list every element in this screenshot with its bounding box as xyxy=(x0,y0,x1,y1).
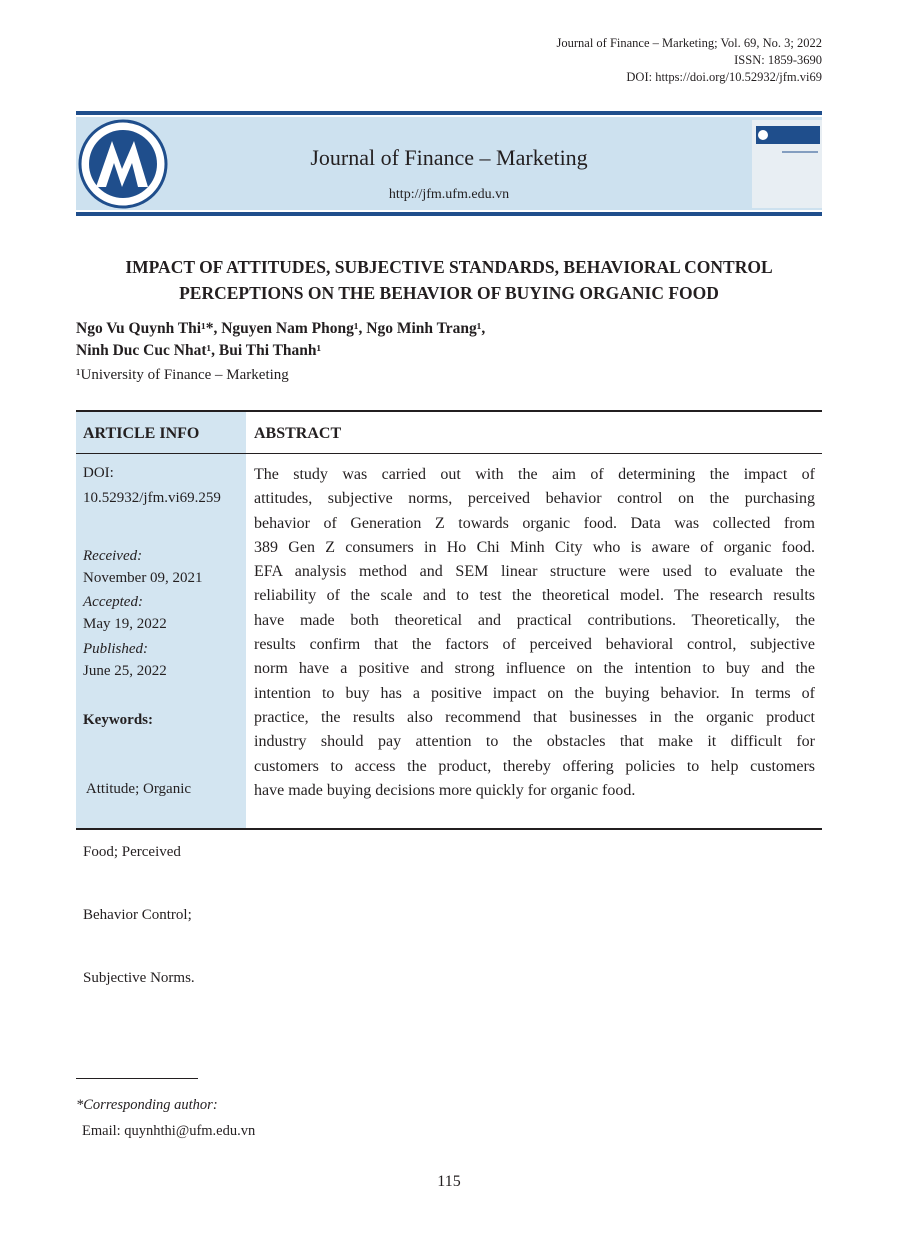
abstract-line: behavior of Generation Z towards organic food. Data was collected from xyxy=(254,514,815,532)
corresponding-email[interactable]: Email: quynhthi@ufm.edu.vn xyxy=(82,1123,256,1139)
abstract-heading: ABSTRACT xyxy=(254,425,342,442)
keywords xyxy=(83,737,195,1031)
abstract-line: intention to buy has a positive impact on the buying behavior. In terms of xyxy=(254,684,815,702)
title-line: PERCEPTIONS ON THE BEHAVIOR OF BUYING ORGANIC FOOD xyxy=(179,283,719,303)
doi-value[interactable]: 10.52932/jfm.vi69.259 xyxy=(83,490,221,506)
journal-volume: Journal of Finance – Marketing; Vol. 69, No. 3; 2022 xyxy=(556,36,822,50)
abstract-line: industry should pay attention to the obstacles that make it difficult for xyxy=(254,733,815,751)
received-date: November 09, 2021 xyxy=(83,570,203,586)
authors-line: Ngo Vu Quynh Thi¹*, Nguyen Nam Phong¹, Ngo Minh Trang¹, xyxy=(76,320,486,337)
abstract-line: reliability of the scale and to test the theoretical model. The research results xyxy=(254,587,815,605)
abstract-line: 389 Gen Z consumers in Ho Chi Minh City who is aware of organic food. xyxy=(254,538,815,556)
top-rule xyxy=(76,111,822,115)
corresponding-author-label: *Corresponding author: xyxy=(76,1097,218,1113)
keywords-label: Keywords: xyxy=(83,712,153,728)
abstract-text xyxy=(254,463,815,803)
keyword-line: Attitude; Organic xyxy=(83,781,192,797)
title-line: IMPACT OF ATTITUDES, SUBJECTIVE STANDARDS, BEHAVIORAL CONTROL xyxy=(125,257,773,277)
page-number: 115 xyxy=(437,1173,461,1190)
abstract-line: have made both theoretical and practical contributions. Theoretically, the xyxy=(254,611,815,629)
affiliation: ¹University of Finance – Marketing xyxy=(76,367,289,383)
article-info-table xyxy=(76,410,822,986)
abstract-line: EFA analysis method and SEM linear structure were used to evaluate the xyxy=(254,563,815,581)
doi-link[interactable]: DOI: https://doi.org/10.52932/jfm.vi69 xyxy=(626,70,822,84)
journal-url[interactable]: http://jfm.ufm.edu.vn xyxy=(388,187,510,202)
issn: ISSN: 1859-3690 xyxy=(734,53,822,67)
abstract-line: customers to access the product, thereby offering policies to help customers xyxy=(254,757,815,775)
article-title xyxy=(60,254,838,306)
article-info-heading: ARTICLE INFO xyxy=(83,425,200,442)
abstract-line: attitudes, subjective norms, perceived behavior control on the purchasing xyxy=(254,490,815,508)
accepted-date: May 19, 2022 xyxy=(83,616,167,632)
authors-line: Ninh Duc Cuc Nhat¹, Bui Thi Thanh¹ xyxy=(76,342,322,359)
keyword-line: Food; Perceived xyxy=(83,844,181,860)
abstract-line: results confirm that the factors of perceived behavioral control, subjective xyxy=(254,636,815,654)
received-label: Received: xyxy=(83,548,143,564)
published-label: Published: xyxy=(83,641,148,657)
abstract-line: The study was carried out with the aim of determining the impact of xyxy=(254,466,815,483)
abstract-line: norm have a positive and strong influence on the intention to buy and the xyxy=(254,660,815,678)
bottom-rule xyxy=(76,212,822,216)
doi-label: DOI: xyxy=(83,465,114,481)
journal-meta xyxy=(557,35,823,86)
abstract-line: practice, the results also recommend that businesses in the organic product xyxy=(254,708,815,726)
authors xyxy=(76,318,485,362)
keyword-line: Subjective Norms. xyxy=(83,970,195,986)
header-divider xyxy=(76,453,822,454)
accepted-label: Accepted: xyxy=(83,594,143,610)
published-date: June 25, 2022 xyxy=(83,663,167,679)
keyword-line: Behavior Control; xyxy=(83,907,192,923)
footnote-divider xyxy=(76,1078,198,1079)
journal-title: Journal of Finance – Marketing xyxy=(310,145,588,170)
abstract-line: have made buying decisions more quickly for organic food. xyxy=(254,781,636,799)
